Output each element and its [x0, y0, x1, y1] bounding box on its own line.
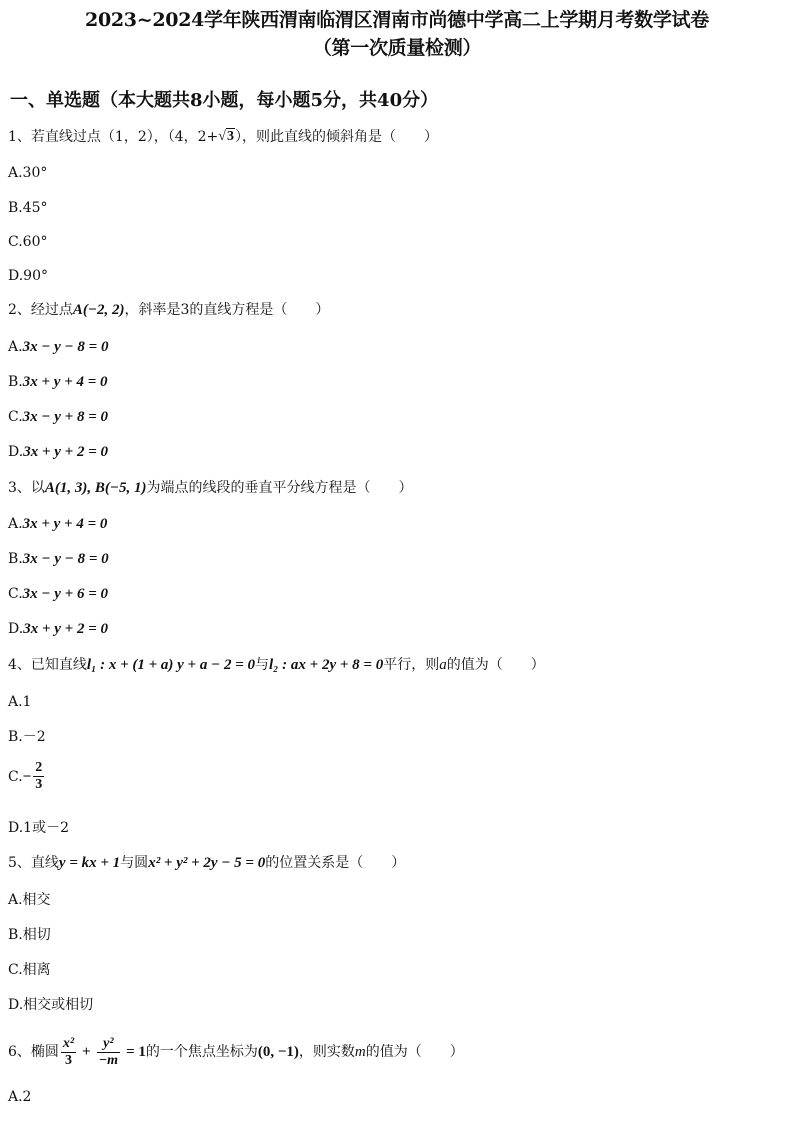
q4-text-post2: 的值为（ ）: [446, 657, 545, 673]
q4-math-l1: l₁ : x + (1 + a) y + a − 2 = 0: [86, 657, 255, 673]
q6-fraction-x-numerator: x²: [62, 1035, 75, 1051]
q2-text-pre: 2、经过点: [8, 302, 73, 318]
q5-text-pre: 5、直线: [8, 855, 59, 871]
q4-option-a: A.1: [8, 694, 32, 710]
q1-option-b: B.45°: [8, 200, 48, 216]
q3-text-pre: 3、以: [8, 480, 45, 496]
q2-option-a-math: 3x − y − 8 = 0: [22, 339, 109, 355]
q2-option-b-math: 3x + y + 4 = 0: [22, 374, 108, 390]
q3-option-c-math: 3x − y + 6 = 0: [22, 586, 109, 602]
q4-option-c-label: C.: [8, 768, 23, 785]
q6-equals: = 1: [126, 1044, 146, 1060]
q1-text-post: ），则此直线的倾斜角是（ ）: [234, 129, 438, 145]
q4-option-c: [8, 760, 46, 793]
q2-option-c-math: 3x − y + 8 = 0: [22, 409, 109, 425]
q1-option-c: C.60°: [8, 234, 48, 250]
q2-option-d: [8, 442, 108, 462]
q5-math-circle: x² + y² + 2y − 5 = 0: [148, 855, 266, 871]
q3-option-c: [8, 584, 108, 604]
question-4: [8, 655, 545, 675]
q5-text-mid: 与圆: [120, 855, 149, 871]
q4-text-post1: 平行，则: [383, 657, 440, 673]
q6-plus: +: [82, 1044, 91, 1060]
q5-option-a: A.相交: [8, 892, 51, 908]
q3-option-d: [8, 619, 108, 639]
q3-text-post: 为端点的线段的垂直平分线方程是（ ）: [146, 480, 413, 496]
q3-option-a: [8, 514, 107, 534]
q2-option-b-label: B.: [8, 374, 23, 390]
q5-option-d: D.相交或相切: [8, 997, 94, 1013]
q1-radicand: 3: [226, 129, 234, 144]
q4-var: a: [439, 657, 447, 673]
q4-option-c-denominator: 3: [35, 777, 43, 792]
q4-text-pre: 4、已知直线: [8, 657, 87, 673]
q2-math: A(−2, 2): [72, 302, 125, 318]
q2-option-a: [8, 337, 108, 357]
q2-option-d-label: D.: [8, 444, 24, 460]
q3-option-c-label: C.: [8, 586, 23, 602]
question-6: [8, 1030, 464, 1074]
q6-math-focus: (0, −1): [257, 1044, 299, 1060]
q6-text-pre: 6、椭圆: [8, 1044, 59, 1060]
exam-title-line1: 2023~2024学年陕西渭南临渭区渭南市尚德中学高二上学期月考数学试卷: [85, 9, 709, 31]
question-1: [8, 127, 438, 147]
q1-option-a: A.30°: [8, 165, 48, 181]
q6-text-post2: 的值为（ ）: [365, 1044, 464, 1060]
q3-option-d-label: D.: [8, 621, 24, 637]
q2-option-a-label: A.: [8, 339, 23, 355]
q6-fraction-x: [61, 1036, 76, 1069]
q5-option-c: C.相离: [8, 962, 51, 978]
q2-text-post: ，斜率是3的直线方程是（ ）: [124, 302, 330, 318]
q3-option-b-label: B.: [8, 551, 23, 567]
q2-option-d-math: 3x + y + 2 = 0: [23, 444, 108, 460]
question-3: [8, 478, 413, 498]
q4-option-b: B.－2: [8, 729, 46, 745]
q1-option-d: D.90°: [8, 268, 48, 284]
q6-fraction-x-denominator: 3: [65, 1052, 73, 1068]
q6-option-a: A.2: [8, 1089, 32, 1105]
q3-math: A(1, 3), B(−5, 1): [44, 480, 147, 496]
q5-math-line: y = kx + 1: [58, 855, 121, 871]
q6-var: m: [354, 1044, 366, 1060]
q4-option-c-sign: −: [22, 768, 32, 785]
q6-fraction-y-numerator: y²: [103, 1035, 114, 1051]
q4-text-mid: 与: [255, 657, 269, 673]
q3-option-b-math: 3x − y − 8 = 0: [22, 551, 109, 567]
exam-title-line2: （第一次质量检测）: [312, 37, 482, 59]
q3-option-a-math: 3x + y + 4 = 0: [22, 516, 108, 532]
question-5: [8, 853, 405, 873]
q2-option-c-label: C.: [8, 409, 23, 425]
q6-fraction-y-denominator: −m: [98, 1052, 119, 1068]
q6-text-mid: 的一个焦点坐标为: [145, 1044, 258, 1060]
q4-option-c-fraction: [33, 760, 44, 793]
q2-option-b: [8, 372, 108, 392]
q1-text-pre: 1、若直线过点（1，2），（4，2+: [8, 129, 219, 145]
q4-option-c-numerator: 2: [35, 760, 43, 775]
q4-option-d: D.1或－2: [8, 820, 69, 836]
q5-option-b: B.相切: [8, 927, 51, 943]
q6-fraction-y: [97, 1036, 120, 1069]
q2-option-c: [8, 407, 108, 427]
section-heading: 一、单选题（本大题共8小题，每小题5分，共40分）: [10, 90, 439, 111]
q6-text-post1: ，则实数: [298, 1044, 355, 1060]
question-2: [8, 300, 329, 320]
q3-option-a-label: A.: [8, 516, 23, 532]
q3-option-b: [8, 549, 109, 569]
q4-math-l2: l₂ : ax + 2y + 8 = 0: [269, 657, 384, 673]
q3-option-d-math: 3x + y + 2 = 0: [23, 621, 108, 637]
q5-text-post: 的位置关系是（ ）: [265, 855, 406, 871]
q1-sqrt: √3: [218, 129, 234, 144]
